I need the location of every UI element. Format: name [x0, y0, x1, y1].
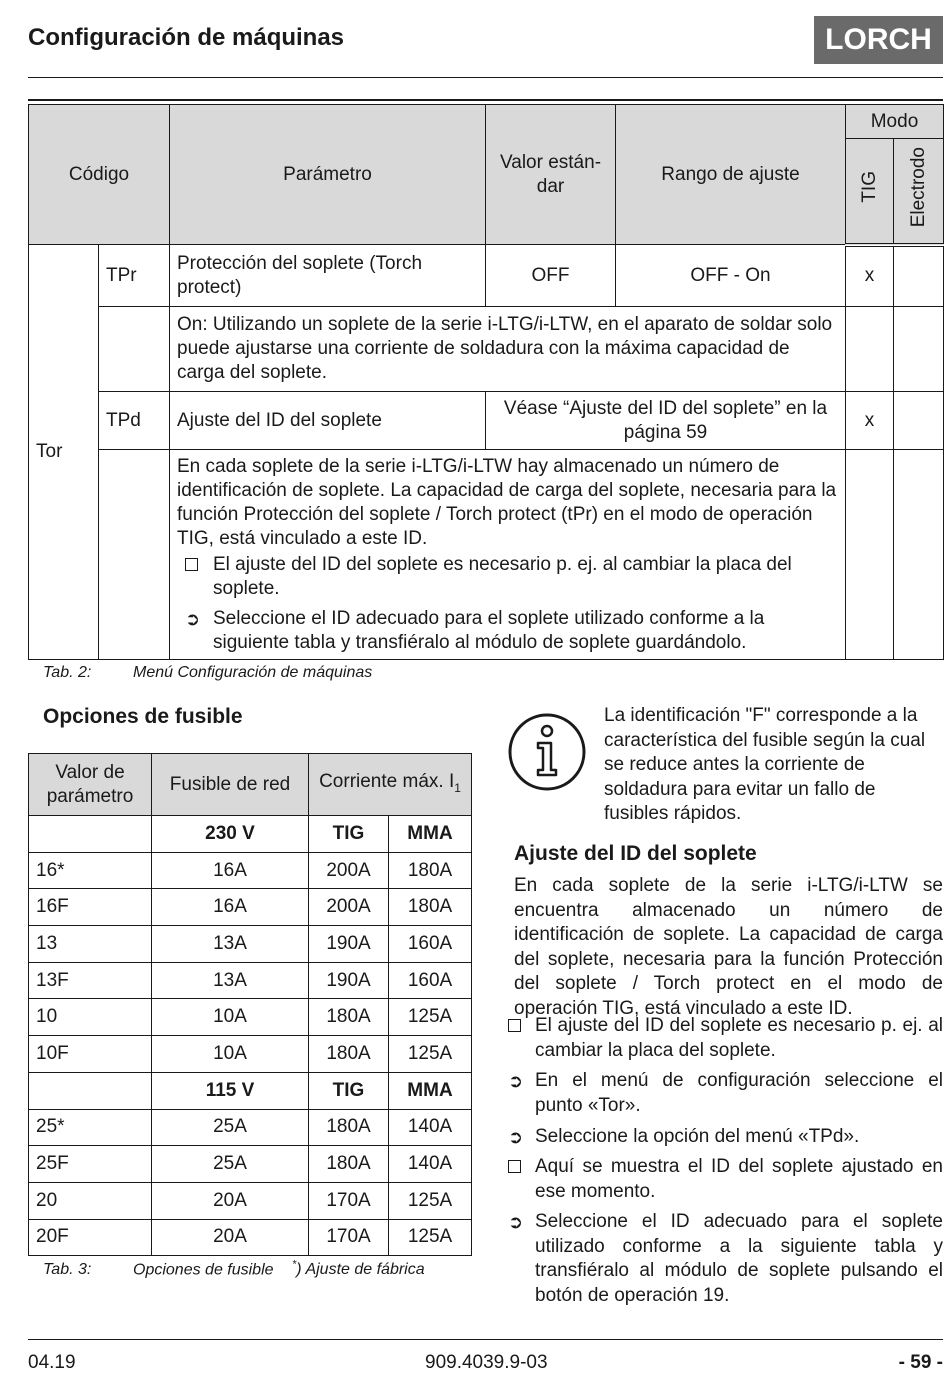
table-row: 25F 25A 180A 140A — [29, 1146, 472, 1183]
row-default-range: Véase “Ajuste del ID del soplete” en la página 59 — [486, 392, 846, 450]
list-item: ➲ Seleccione la opción del menú «TPd». — [508, 1125, 943, 1151]
table-row: 16F 16A 200A 180A — [29, 889, 472, 926]
table-row: 13 13A 190A 160A — [29, 926, 472, 963]
row-mode-tig: x — [846, 392, 894, 450]
row-parameter: Ajuste del ID del soplete — [170, 392, 486, 450]
arrow-icon: ➲ — [508, 1212, 524, 1232]
list-item: El ajuste del ID del soplete es necesario p. ej. al cambiar la placa del soplete. — [508, 1014, 943, 1063]
empty-cell — [99, 450, 170, 660]
empty-cell — [846, 450, 894, 660]
header-fuse: Fusible de red — [152, 754, 309, 816]
section-title-fuse: Opciones de fusible — [43, 705, 243, 728]
col-tig: TIG — [309, 816, 389, 853]
table-row: 10F 10A 180A 125A — [29, 1036, 472, 1073]
table-caption: Tab. 3: Opciones de fusible *) Ajuste de fábrica — [43, 1259, 425, 1279]
row-parameter: Protección del soplete (Torch protect) — [170, 245, 486, 307]
info-icon — [507, 712, 587, 792]
voltage-label: 230 V — [152, 816, 309, 853]
row-range: OFF - On — [616, 245, 846, 307]
checkbox-icon — [508, 1160, 521, 1173]
table-row: 13F 13A 190A 160A — [29, 962, 472, 999]
config-table — [28, 104, 944, 660]
row-code: TPr — [99, 245, 170, 307]
row-code: TPd — [99, 392, 170, 450]
header-default: Valor están-dar — [486, 105, 616, 245]
arrow-icon: ➲ — [508, 1071, 524, 1091]
list-item: ➲ Seleccione el ID adecuado para el soplete utilizado conforme a la siguiente tabla y transfiéralo al módulo de soplete pulsando el botón de operación 19. — [508, 1211, 943, 1306]
divider — [28, 1339, 943, 1340]
section-title-torch-id: Ajuste del ID del soplete — [514, 842, 757, 865]
table-row: 25* 25A 180A 140A — [29, 1109, 472, 1146]
row-mode-electrode — [894, 245, 944, 307]
empty-cell — [894, 450, 944, 660]
empty-cell — [846, 307, 894, 392]
table-row: 10 10A 180A 125A — [29, 999, 472, 1036]
lorch-logo: LORCH — [814, 16, 943, 64]
voltage-label: 115 V — [152, 1072, 309, 1109]
table-row: 16* 16A 200A 180A — [29, 852, 472, 889]
header-mode-electrode: Electrodo — [894, 139, 944, 245]
table-row: 20F 20A 170A 125A — [29, 1219, 472, 1256]
list-item: ➲ En el menú de configuración seleccione el punto «Tor». — [508, 1070, 943, 1116]
checkbox-icon — [508, 1019, 521, 1032]
page-number: - 59 - — [898, 1352, 943, 1373]
row-mode-tig: x — [846, 245, 894, 307]
header-mode-tig: TIG — [846, 139, 894, 245]
list-item: ➲ Seleccione el ID adecuado para el soplete utilizado conforme a la siguiente tabla y transfiéralo al módulo de soplete guardándolo. — [185, 607, 765, 653]
col-tig: TIG — [309, 1072, 389, 1109]
fuse-table — [28, 753, 472, 1256]
group-code: Tor — [29, 245, 99, 660]
col-mma: MMA — [389, 816, 472, 853]
section-intro: En cada soplete de la serie i-LTG/i-LTW se encuentra almacenado un número de identificación de soplete. La capacidad de carga del soplete, necesaria para la función Protección del soplete / Torch protect en el modo de operación TIG, está vinculado a este ID. — [514, 875, 943, 1019]
table-caption: Tab. 2: Menú Configuración de máquinas — [43, 664, 373, 681]
header-parameter: Parámetro — [170, 105, 486, 245]
divider — [28, 77, 943, 78]
empty-cell — [29, 1072, 152, 1109]
arrow-icon: ➲ — [185, 608, 201, 629]
row-note — [170, 450, 846, 660]
note-text: En cada soplete de la serie i-LTG/i-LTW hay almacenado un número de identificación de soplete. La capacidad de carga del soplete, necesaria para la función Protección del soplete / Torch protect (tPr) en el modo de operación TIG, está vinculado a este ID. — [177, 455, 837, 549]
header-current: Corriente máx. $I_1$ — [309, 754, 472, 816]
row-mode-electrode — [894, 392, 944, 450]
footer-doc-number: 909.4039.9-03 — [425, 1352, 548, 1373]
info-text: La identificación "F" corresponde a la característica del fusible según la cual se reduce antes la corriente de soldadura para evitar un fallo de fusibles rápidos. — [604, 705, 926, 825]
list-item: Aquí se muestra el ID del soplete ajustado en ese momento. — [508, 1155, 943, 1204]
header-range: Rango de ajuste — [616, 105, 846, 245]
col-mma: MMA — [389, 1072, 472, 1109]
table-row: 20 20A 170A 125A — [29, 1182, 472, 1219]
checkbox-icon — [185, 558, 198, 571]
divider — [28, 99, 943, 101]
header-mode: Modo — [846, 105, 944, 139]
empty-cell — [29, 816, 152, 853]
arrow-icon: ➲ — [508, 1127, 524, 1147]
list-item: El ajuste del ID del soplete es necesario p. ej. al cambiar la placa del soplete. — [177, 553, 838, 601]
empty-cell — [894, 307, 944, 392]
header-param: Valor de parámetro — [29, 754, 152, 816]
header-code: Código — [29, 105, 170, 245]
footer-date: 04.19 — [28, 1352, 76, 1373]
empty-cell — [99, 307, 170, 392]
row-default: OFF — [486, 245, 616, 307]
page-title: Configuración de máquinas — [28, 24, 345, 51]
row-note: On: Utilizando un soplete de la serie i-LTG/i-LTW, en el aparato de soldar solo puede ajustarse una corriente de soldadura con la máxima capacidad de carga del soplete. — [170, 307, 846, 392]
